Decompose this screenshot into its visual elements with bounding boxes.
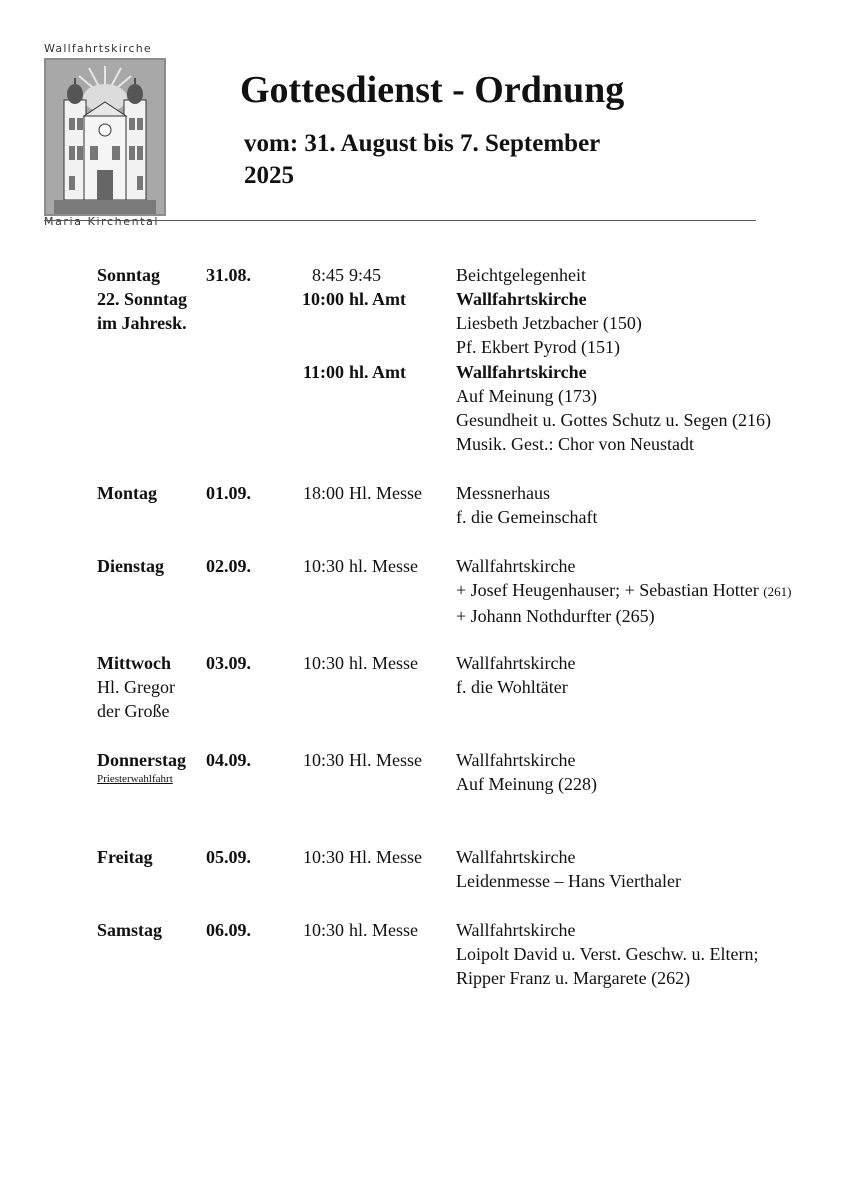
church-logo-image <box>44 58 166 216</box>
intention-line: f. die Wohltäter <box>456 677 568 697</box>
feast-name: Hl. Gregor <box>97 677 175 697</box>
date-range-year: 2025 <box>244 162 294 189</box>
day-note: Priesterwahlfahrt <box>97 773 173 785</box>
day-name: Dienstag <box>97 556 164 576</box>
feast-name-cont: der Große <box>97 701 170 721</box>
time-cell: 10:30 <box>302 653 344 673</box>
date-cell: 02.09. <box>206 556 251 576</box>
time-cell: 10:30 <box>302 750 344 770</box>
date-cell: 05.09. <box>206 847 251 867</box>
date-range-line1: vom: 31. August bis 7. September <box>244 130 601 157</box>
time-cell: 10:00 <box>302 289 344 309</box>
location: Wallfahrtskirche <box>456 289 587 309</box>
location: Wallfahrtskirche <box>456 920 576 940</box>
intention-line: + Johann Nothdurfter (265) <box>456 606 655 626</box>
day-name: Sonntag <box>97 265 161 285</box>
day-cell <box>97 554 207 578</box>
day-name: Samstag <box>97 920 163 940</box>
liturgical-day: 22. Sonntag <box>97 289 188 309</box>
location: Wallfahrtskirche <box>456 750 576 770</box>
day-cell <box>97 651 207 723</box>
music-note: Musik. Gest.: Chor von Neustadt <box>456 434 694 454</box>
service-type: hl. Messe <box>349 920 418 940</box>
intention-line: Leidenmesse – Hans Vierthaler <box>456 871 682 891</box>
service-type: hl. Messe <box>349 653 418 673</box>
date-range <box>244 128 600 192</box>
description-block <box>456 287 642 359</box>
intention-line <box>456 578 791 604</box>
time-cell: 10:30 <box>302 556 344 576</box>
location: Wallfahrtskirche <box>456 847 576 867</box>
intention-line: f. die Gemeinschaft <box>456 507 598 527</box>
day-name: Freitag <box>97 847 153 867</box>
logo-caption-top: Wallfahrtskirche <box>44 42 152 55</box>
intention-line: Ripper Franz u. Margarete (262) <box>456 968 691 988</box>
description-block <box>456 360 771 456</box>
day-cell <box>97 918 207 942</box>
day-name: Montag <box>97 483 157 503</box>
description-line: Beichtgelegenheit <box>456 265 586 285</box>
date-cell: 06.09. <box>206 920 251 940</box>
liturgical-day-cont: im Jahresk. <box>97 313 187 333</box>
intention-line: Pf. Ekbert Pyrod (151) <box>456 337 620 357</box>
time-cell: 10:30 <box>302 847 344 867</box>
service-type: hl. Amt <box>349 362 407 382</box>
location: Wallfahrtskirche <box>456 362 587 382</box>
time-cell: 10:30 <box>302 920 344 940</box>
location: Wallfahrtskirche <box>456 556 576 576</box>
day-cell <box>97 845 207 869</box>
logo-caption-bottom: Maria Kirchental <box>44 215 160 228</box>
description-block <box>456 481 597 529</box>
date-cell: 01.09. <box>206 483 251 503</box>
day-cell <box>97 481 207 505</box>
day-cell <box>97 263 207 335</box>
description-block <box>456 845 681 893</box>
location: Wallfahrtskirche <box>456 653 576 673</box>
intention-line: Loipolt David u. Verst. Geschw. u. Eltern; <box>456 944 759 964</box>
intention-line: Liesbeth Jetzbacher (150) <box>456 313 642 333</box>
time-cell: 8:45 <box>311 265 344 285</box>
time-cell: 18:00 <box>302 483 344 503</box>
day-name: Donnerstag <box>97 750 186 770</box>
location: Messnerhaus <box>456 483 550 503</box>
intention-text: + Josef Heugenhauser; + Sebastian Hotter <box>456 580 764 600</box>
intention-line: Auf Meinung (173) <box>456 386 597 406</box>
intention-line: Gesundheit u. Gottes Schutz u. Segen (216) <box>456 410 771 430</box>
description-block <box>456 554 791 628</box>
description-block <box>456 651 576 699</box>
time-cell-end: 9:45 <box>349 265 382 285</box>
service-type: Hl. Messe <box>349 750 422 770</box>
service-type: Hl. Messe <box>349 483 422 503</box>
time-cell: 11:00 <box>302 362 344 382</box>
date-cell: 03.09. <box>206 653 251 673</box>
service-type: Hl. Messe <box>349 847 422 867</box>
page-title: Gottesdienst - Ordnung <box>240 69 625 111</box>
intention-line: Auf Meinung (228) <box>456 774 597 794</box>
day-name: Mittwoch <box>97 653 171 673</box>
description-block <box>456 918 758 990</box>
intention-number: (261) <box>763 584 792 599</box>
date-cell: 04.09. <box>206 750 251 770</box>
date-cell: 31.08. <box>206 265 251 285</box>
day-cell <box>97 748 207 786</box>
description-block <box>456 748 597 796</box>
header-divider <box>44 220 756 221</box>
service-type: hl. Messe <box>349 556 418 576</box>
service-type: hl. Amt <box>349 289 407 309</box>
